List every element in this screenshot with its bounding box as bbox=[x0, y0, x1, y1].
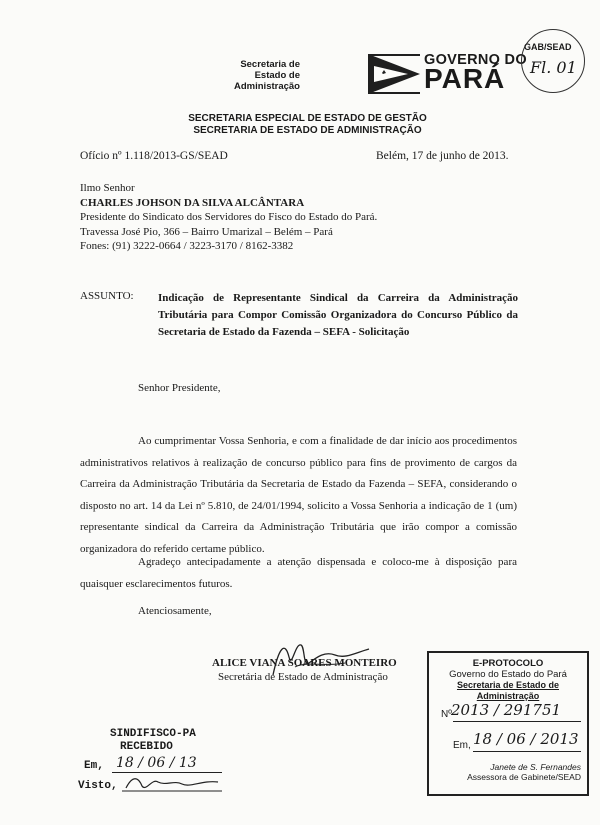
secretaria-line: Estado de bbox=[254, 70, 300, 81]
logo-governo-text: GOVERNO DO bbox=[424, 52, 527, 68]
signer-name: Janete de S. Fernandes bbox=[490, 762, 581, 772]
secretaria-line: Administração bbox=[234, 81, 300, 92]
title-administracao: SECRETARIA DE ESTADO DE ADMINISTRAÇÃO bbox=[193, 125, 422, 136]
stamp-em-date: 18 / 06 / 13 bbox=[116, 755, 197, 771]
stamp-org: SINDIFISCO-PA bbox=[110, 728, 196, 740]
recipient-greeting: Ilmo Senhor bbox=[80, 182, 135, 194]
paragraph-2-text: Agradeço antecipadamente a atenção dispensada e coloco-me à disposição para quaisquer esclarecimentos futuros. bbox=[80, 556, 517, 590]
closing: Atenciosamente, bbox=[138, 605, 212, 617]
recipient-name: CHARLES JOHSON DA SILVA ALCÂNTARA bbox=[80, 196, 305, 209]
oficio-number: Ofício nº 1.118/2013-GS/SEAD bbox=[80, 150, 228, 162]
eprotocolo-title: E-PROTOCOLO bbox=[472, 658, 544, 669]
visto-signature bbox=[122, 772, 222, 794]
stamp-visto-label: Visto, bbox=[78, 780, 118, 792]
eprotocolo-em-value: 18 / 06 / 2013 bbox=[473, 730, 579, 748]
recipient-phones: Fones: (91) 3222-0664 / 3223-3170 / 8162-3382 bbox=[80, 240, 294, 252]
salutation: Senhor Presidente, bbox=[138, 382, 221, 394]
recipient-role: Presidente do Sindicato dos Servidores do Fisco do Estado do Pará. bbox=[80, 211, 378, 223]
eprotocolo-num-value: 2013 / 291751 bbox=[451, 701, 562, 719]
eprotocolo-num-label: Nº bbox=[441, 709, 452, 720]
eprotocolo-header bbox=[429, 653, 587, 702]
signer-role: Assessora de Gabinete/SEAD bbox=[467, 772, 581, 782]
body-paragraph-1 bbox=[80, 431, 517, 560]
secretaria-line: Secretaria de bbox=[240, 59, 300, 70]
em-underline bbox=[473, 751, 581, 752]
date-location: Belém, 17 de junho de 2013. bbox=[376, 150, 509, 162]
paragraph-1-text: Ao cumprimentar Vossa Senhoria, e com a finalidade de dar início aos procedimentos administrativos relativos à realização de concurso público para fins de provimento de cargos da Carreira da Administração Tributária da Secretaria de Estado da Fazenda – SEFA, considerando o disposto no art. 14 da Lei nº 5.810, de 24/01/1994, solicito a Vossa Senhoria a indicação de 1 (um) representante sindical da Carreira da Administração Tributária que irão compor a comissão organizadora do referido certame público. bbox=[80, 435, 517, 555]
eprotocolo-signer bbox=[467, 762, 581, 782]
eprotocolo-gov: Governo do Estado do Pará bbox=[449, 669, 567, 680]
seal-text: GAB/SEAD bbox=[524, 42, 572, 52]
body-paragraph-2 bbox=[80, 552, 517, 595]
document-titles bbox=[0, 113, 600, 137]
assunto-text: Indicação de Representante Sindical da Carreira da Administração Tributária para Compor Comissão Organizadora do Concurso Público da Secretaria de Estado da Fazenda – SEFA - Solicitação bbox=[158, 292, 518, 338]
assunto-label: ASSUNTO: bbox=[80, 290, 134, 302]
signature-name: ALICE VIANA SOARES MONTEIRO bbox=[212, 657, 397, 669]
signature-role: Secretária de Estado de Administração bbox=[218, 671, 388, 683]
stamp-em-label: Em, bbox=[84, 760, 104, 772]
seal-handwriting: Fl. 01 bbox=[530, 58, 577, 77]
e-protocolo-stamp bbox=[427, 651, 589, 796]
secretaria-label bbox=[234, 59, 300, 92]
recipient-address: Travessa José Pio, 366 – Bairro Umarizal – Belém – Pará bbox=[80, 225, 333, 238]
stamp-recebido: RECEBIDO bbox=[120, 741, 173, 753]
eprotocolo-em-label: Em, bbox=[453, 740, 471, 751]
para-flag-logo-icon bbox=[368, 54, 420, 94]
eprotocolo-sec: Secretaria de Estado de Administração bbox=[456, 680, 560, 701]
recipient-block bbox=[80, 181, 377, 254]
logo-para-text: PARÁ bbox=[424, 63, 506, 94]
num-underline bbox=[453, 721, 581, 722]
title-gestao: SECRETARIA ESPECIAL DE ESTADO DE GESTÃO bbox=[188, 113, 427, 124]
